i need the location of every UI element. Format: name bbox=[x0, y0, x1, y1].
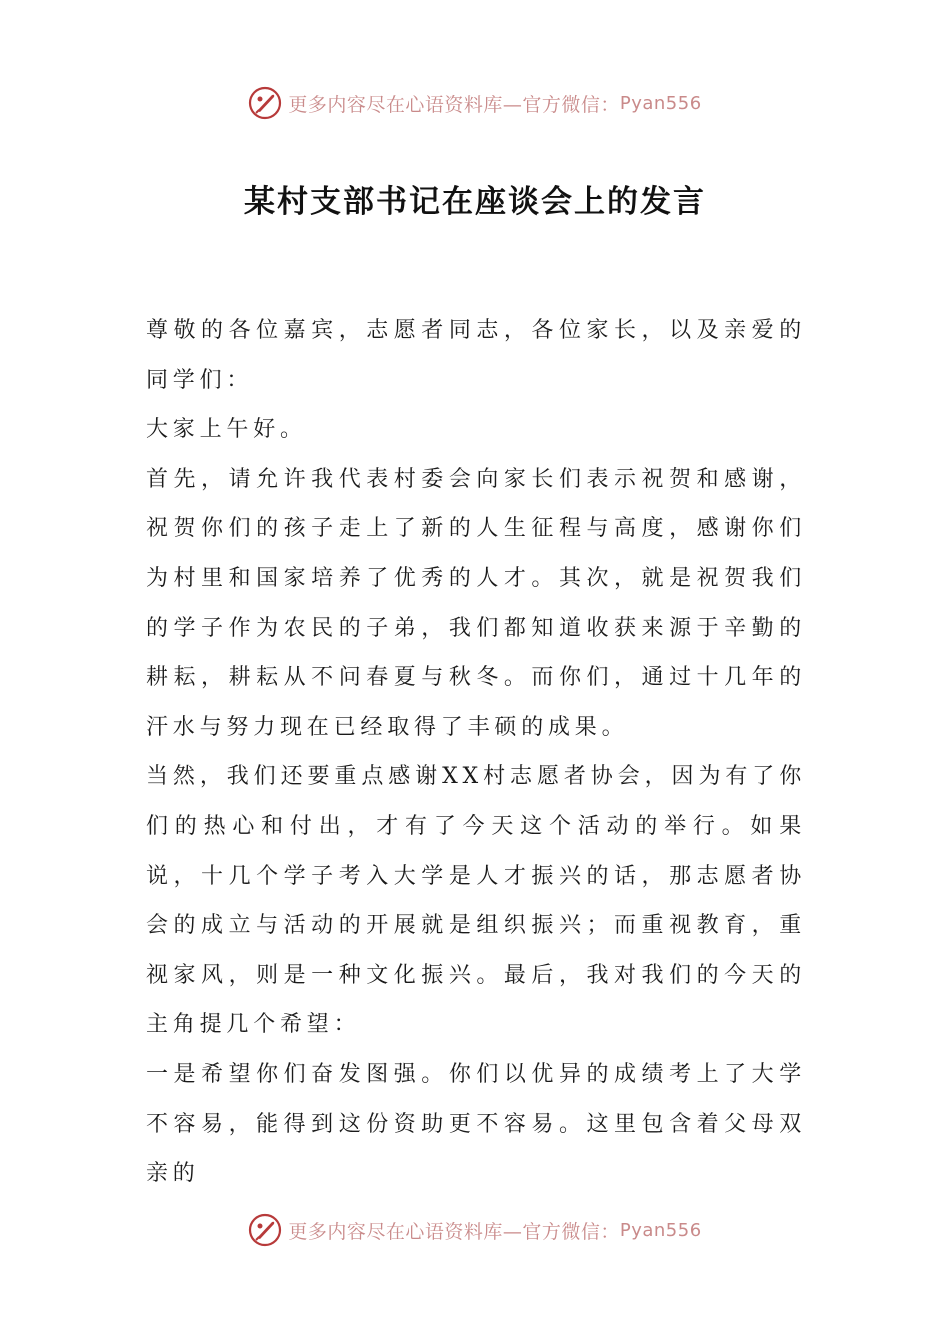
watermark-text: 更多内容尽在心语资料库—官方微信： bbox=[288, 1220, 620, 1243]
paragraph: 大家上午好。 bbox=[146, 417, 307, 443]
paragraph: 尊敬的各位嘉宾，志愿者同志，各位家长，以及亲爱的同学们： bbox=[146, 318, 806, 393]
paragraph: 首先，请允许我代表村委会向家长们表示祝贺和感谢，祝贺你们的孩子走上了新的人生征程与高度，感谢你们为村里和国家培养了优秀的人才。其次，就是祝贺我们的学子作为农民的子弟，我们都知道收获来源于辛勤的耕耘，耕耘从不问春夏与秋冬。而你们，通过十几年的汗水与努力现在已经取得了丰硕的成果。 bbox=[146, 466, 806, 740]
watermark-wechat-id: Pyan556 bbox=[619, 1219, 702, 1241]
watermark-header bbox=[0, 83, 950, 123]
quill-logo-icon bbox=[248, 1213, 282, 1247]
document-body bbox=[146, 306, 806, 1199]
paragraph: 一是希望你们奋发图强。你们以优异的成绩考上了大学不容易，能得到这份资助更不容易。这里包含着父母双亲的 bbox=[146, 1061, 806, 1187]
watermark-footer bbox=[0, 1210, 950, 1250]
watermark-text: 更多内容尽在心语资料库—官方微信： bbox=[288, 93, 620, 116]
watermark-wechat-id: Pyan556 bbox=[619, 92, 702, 114]
document-title: 某村支部书记在座谈会上的发言 bbox=[244, 184, 706, 220]
quill-logo-icon bbox=[248, 86, 282, 120]
paragraph: 当然，我们还要重点感谢XX村志愿者协会，因为有了你们的热心和付出，才有了今天这个活动的举行。如果说，十几个学子考入大学是人才振兴的话，那志愿者协会的成立与活动的开展就是组织振兴；而重视教育，重视家风，则是一种文化振兴。最后，我对我们的今天的主角提几个希望： bbox=[146, 764, 806, 1038]
